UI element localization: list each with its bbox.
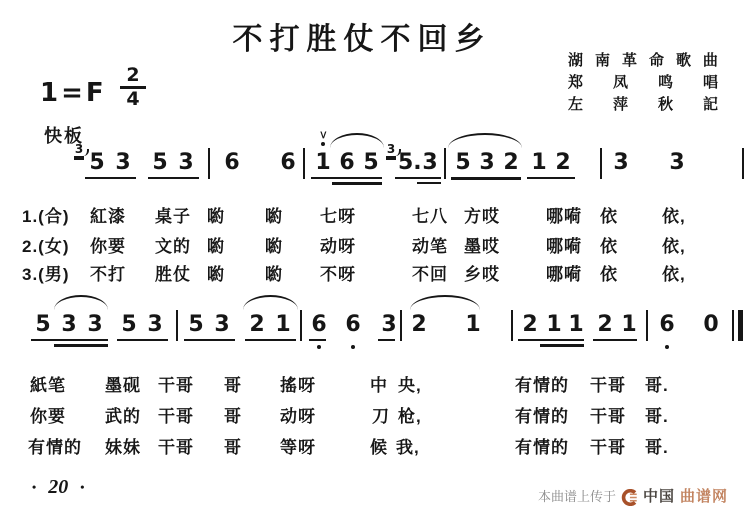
lyric-cell: 妹妹 [105,438,141,457]
beam-underline [527,177,575,179]
page-number-dot-left: • [32,480,37,494]
note: 1 > [315,130,331,175]
beam-underline [518,339,584,341]
lyric-cell: 候 [370,438,388,457]
lyric-cell: 喲 [207,237,225,256]
beam-underline [117,339,168,341]
lyric-cell: 七八 [412,207,448,226]
lyric-cell: 哥 [224,407,242,426]
barline [444,148,446,179]
slur-arc [243,295,298,310]
lyric-cell: 有情的 [28,438,82,457]
note: 5 [152,150,168,175]
note: 2 [249,312,265,337]
barline [300,310,302,341]
lyric-cell: 干哥 [158,376,194,395]
lyric-cell: 喲 [207,265,225,284]
beam-underline [593,339,637,341]
watermark-site-name-light: 曲谱网 [679,488,728,505]
beam-underline [148,177,199,179]
credits-block [568,50,718,116]
lyric-cell: 有情的 [515,376,569,395]
lyric-cell: 干哥 [158,438,194,457]
lyric-cell: 喲 [265,237,283,256]
note: 1 [621,312,637,337]
barline [176,310,178,341]
credit-notator: 左 萍 秋 記 [568,96,718,113]
lyric-cell: 文的 [155,237,191,256]
lyric-cell: 你要 [30,407,66,426]
lyric-cell: 喲 [265,207,283,226]
note: 1 [275,312,291,337]
lyric-cell: 乡哎 [464,265,500,284]
octave-dot-low [317,345,321,349]
note: 3 [87,312,103,337]
lyric-cell: 紙笔 [30,376,66,395]
lyric-cell: 央, [398,376,422,395]
lyric-cell: 中 [370,376,388,395]
lyric-cell: 喲 [265,265,283,284]
beam-underline [332,182,382,185]
note: 5 [35,312,51,337]
lyric-cell: 哥. [645,376,669,395]
note: 3 [214,312,230,337]
note: 6 [310,312,328,338]
credit-singer: 郑 凤 鸣 唱 [568,74,718,91]
lyric-cell: 动呀 [280,407,316,426]
beam-underline [417,182,441,184]
lyric-cell: 桌子 [155,207,191,226]
lyric-cell: 七呀 [320,207,356,226]
song-title: 不打胜仗不回乡 [232,23,492,56]
lyric-cell: 墨哎 [464,237,500,256]
credit-source: 湖 南 革 命 歌 曲 [568,52,718,69]
octave-dot-low [665,345,669,349]
lyric-cell: 1.(合) [22,207,70,226]
lyric-cell: 墨砚 [105,376,141,395]
beam-underline [451,177,521,180]
lyric-cell: 刀 [372,407,390,426]
barline [511,310,513,341]
lyric-cell: 不回 [412,265,448,284]
tempo-marking: 快板 [44,126,84,146]
note: 1 [465,312,481,337]
lyric-cell: 不打 [90,265,126,284]
beam-underline [245,339,296,341]
slur-arc [448,133,522,148]
page-number [32,476,84,499]
note: 1 [531,150,547,175]
page-number-value: 20 [48,476,69,498]
lyric-cell: 哪嗬 [546,237,582,256]
octave-dot-low [351,345,355,349]
beam-underline [85,177,136,179]
beam-underline [309,339,326,341]
lyric-cell: 哥. [645,407,669,426]
lyric-cell: 动呀 [320,237,356,256]
lyric-cell: 干哥 [590,438,626,457]
watermark [538,488,728,506]
barline [646,310,648,341]
lyric-cell: 喲 [207,207,225,226]
lyric-cell: 枪, [398,407,422,426]
note: 5 [89,150,105,175]
barline [400,310,402,341]
lyric-cell: 哪嗬 [546,265,582,284]
lyric-cell: 哥 [224,438,242,457]
time-signature [120,66,146,109]
lyric-cell: 胜仗 [155,265,191,284]
lyric-cell: 武的 [105,407,141,426]
accent-mark: > [317,130,330,140]
barline [208,148,210,179]
lyric-cell: 依, [662,265,686,284]
lyric-cell: 方哎 [464,207,500,226]
lyric-cell: 干哥 [590,376,626,395]
lyric-cell: 哪嗬 [546,207,582,226]
lyric-cell: 3.(男) [22,265,70,284]
lyric-cell: 你要 [90,237,126,256]
slur-arc [330,133,384,148]
note: 3 [479,150,495,175]
beam-underline [540,344,584,347]
lyric-cell: 依, [662,207,686,226]
note: 3 [61,312,77,337]
note: 6 [224,150,240,175]
note: 3 [178,150,194,175]
beam-underline [184,339,235,341]
barline [600,148,602,179]
time-signature-denominator: 4 [126,88,140,110]
beam-underline [311,177,382,179]
lyric-cell: 依 [600,237,618,256]
note: 2 [503,150,519,175]
note: 1 [568,312,584,337]
lyric-cell: 依, [662,237,686,256]
lyric-cell: 哥 [224,376,242,395]
lyric-cell: 依 [600,265,618,284]
note: 3 [115,150,131,175]
lyric-cell: 紅漆 [90,207,126,226]
barline [742,148,744,179]
note: 3 [381,312,397,337]
final-barline [732,310,743,341]
lyric-cell: 我, [396,438,420,457]
note: 3 [613,150,629,175]
rest-note: 0 [703,312,719,337]
beam-underline [395,177,441,179]
grace-note: 3 [74,142,84,156]
beam-underline [31,339,108,341]
note: 6 [280,150,296,175]
note: 6 [344,312,362,338]
lyric-cell: 干哥 [590,407,626,426]
barline [303,148,305,179]
time-signature-numerator: 2 [126,64,140,86]
grace-note: 3 [386,142,396,156]
note: 6 [339,150,355,175]
note: 2 [555,150,571,175]
key-signature: 1=F [40,78,107,108]
beam-underline [378,339,395,341]
beam-underline [54,344,108,347]
note: 5 [363,150,379,175]
lyric-cell: 不呀 [320,265,356,284]
note: 5 [121,312,137,337]
note: 3 [669,150,685,175]
note: 5. [398,150,422,175]
lyric-cell: 哥. [645,438,669,457]
note: 2 [597,312,613,337]
octave-dot-high [321,142,325,146]
note: 1 [546,312,562,337]
note: 2 [411,312,427,337]
lyric-cell: 2.(女) [22,237,70,256]
note: 3 [422,150,438,175]
lyric-cell: 干哥 [158,407,194,426]
lyric-cell: 等呀 [280,438,316,457]
slur-arc [54,295,108,310]
note: 5 [455,150,471,175]
note: 3 [147,312,163,337]
site-logo-icon [621,489,638,506]
lyric-cell: 依 [600,207,618,226]
note: 6 [658,312,676,338]
lyric-cell: 有情的 [515,407,569,426]
watermark-site-name-dark: 中国 [642,488,675,505]
note: 5 [188,312,204,337]
lyric-cell: 动笔 [412,237,448,256]
lyric-cell: 有情的 [515,438,569,457]
lyric-cell: 搖呀 [280,376,316,395]
slur-arc [410,295,480,310]
page-number-dot-right: • [80,480,85,494]
watermark-upload-text: 本曲谱上传于 [537,489,616,504]
note: 2 [522,312,538,337]
